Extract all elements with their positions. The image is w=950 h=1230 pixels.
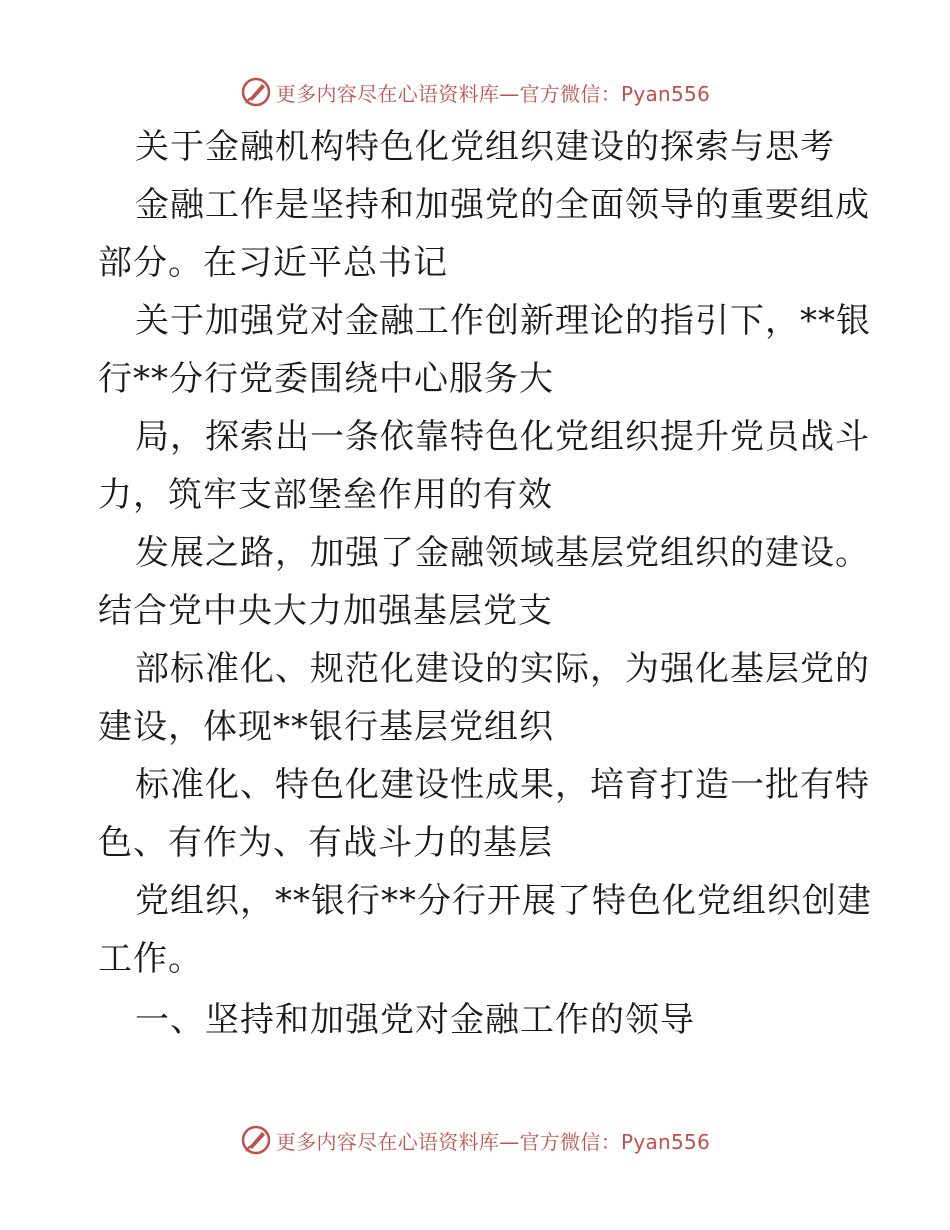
watermark-text: 更多内容尽在心语资料库—官方微信：Pyan556 <box>275 1129 711 1154</box>
paragraph-line: 结合党中央大力加强基层党支 <box>98 591 553 631</box>
paragraph-line: 金融工作是坚持和加强党的全面领导的重要组成 <box>135 185 870 225</box>
paragraph-line: 行**分行党委围绕中心服务大 <box>98 359 554 399</box>
paragraph-line: 建设，体现**银行基层党组织 <box>98 707 554 747</box>
paragraph-line: 部分。在习近平总书记 <box>98 243 448 283</box>
quill-pen-logo-icon <box>240 76 272 108</box>
paragraph-line: 标准化、特色化建设性成果，培育打造一批有特 <box>135 765 870 805</box>
header-watermark <box>0 72 950 112</box>
watermark-text: 更多内容尽在心语资料库—官方微信：Pyan556 <box>275 81 711 106</box>
footer-watermark <box>0 1120 950 1160</box>
paragraph-line: 局，探索出一条依靠特色化党组织提升党员战斗 <box>135 417 870 457</box>
document-title: 关于金融机构特色化党组织建设的探索与思考 <box>135 127 835 167</box>
paragraph-line: 色、有作为、有战斗力的基层 <box>98 823 553 863</box>
section-heading: 一、坚持和加强党对金融工作的领导 <box>135 1000 695 1040</box>
paragraph-line: 部标准化、规范化建设的实际，为强化基层党的 <box>135 649 870 689</box>
quill-pen-logo-icon <box>240 1124 272 1156</box>
paragraph-line: 发展之路，加强了金融领域基层党组织的建设。 <box>135 533 870 573</box>
paragraph-line: 工作。 <box>98 939 203 979</box>
paragraph-line: 力，筑牢支部堡垒作用的有效 <box>98 475 553 515</box>
paragraph-line: 党组织，**银行**分行开展了特色化党组织创建 <box>135 881 872 921</box>
paragraph-line: 关于加强党对金融工作创新理论的指引下，**银 <box>135 301 871 341</box>
